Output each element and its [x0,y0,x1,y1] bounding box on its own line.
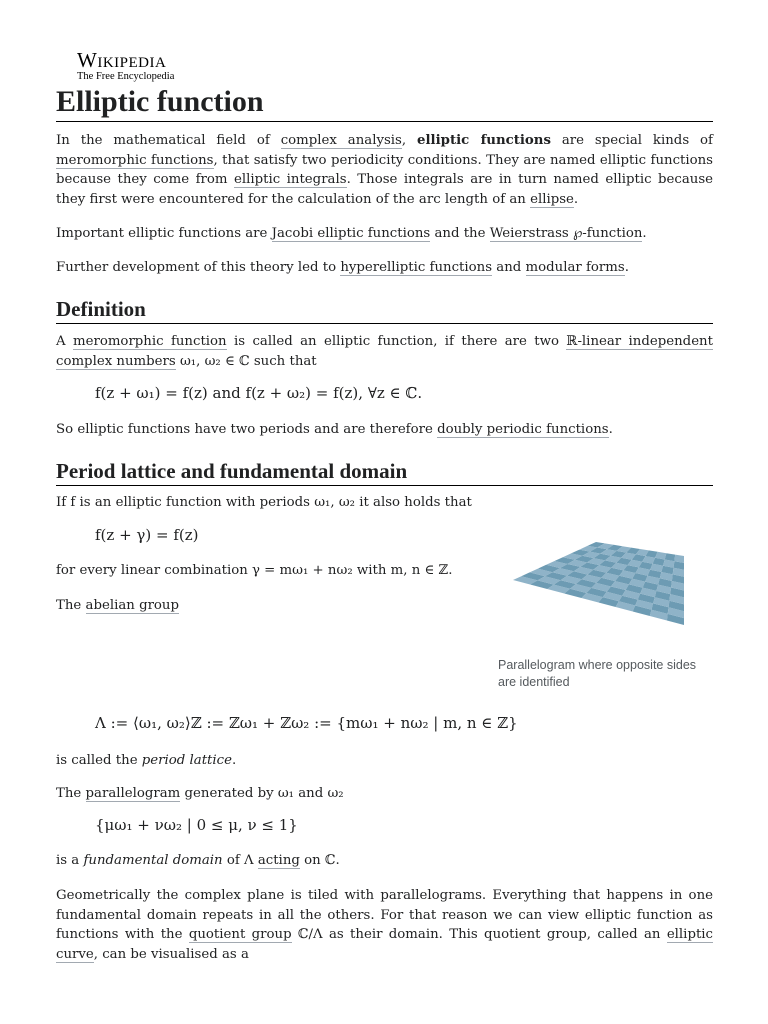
text: and [492,260,526,275]
text: on ℂ. [299,853,340,868]
text: . [642,226,647,241]
equation-gamma: f(z + γ) = f(z) [95,526,199,544]
lattice-paragraph-4 [56,751,713,771]
text: Important elliptic functions are [56,226,272,241]
link-linear-independent[interactable]: ℝ-linear independent [566,334,713,349]
link-quotient-group[interactable]: quotient group [188,927,292,943]
text: ℂ/Λ as their domain. This quotient group, called an [291,927,667,943]
link-jacobi-elliptic-functions[interactable]: Jacobi elliptic functions [271,226,431,241]
italic-term: fundamental domain [83,853,223,868]
italic-term: period lattice [141,753,232,768]
text: . Those integrals are in turn named elliptic because they first were encountered for the calculation of the arc length of an [56,172,714,207]
text: . [608,422,613,437]
text: , can be visualised as a [93,946,249,962]
tile-grid [513,542,684,625]
equation-lattice: Λ := ⟨ω₁, ω₂⟩ℤ := ℤω₁ + ℤω₂ := {mω₁ + nω₂ | m, n ∈ ℤ} [95,714,518,732]
text: generated by ω₁ and ω₂ [180,786,344,801]
text: . [231,753,237,768]
link-elliptic-integrals[interactable]: elliptic integrals [234,172,347,188]
logo-tagline: The Free Encyclopedia [77,71,175,82]
text: and the [430,226,490,241]
text: , that satisfy two periodicity conditions. They are named elliptic functions because they come from [56,152,714,188]
section-heading-definition: Definition [56,296,713,324]
equation-periodicity: f(z + ω₁) = f(z) and f(z + ω₂) = f(z), ∀z ∈ ℂ. [95,384,423,402]
equation-fundamental-domain: {μω₁ + νω₂ | 0 ≤ μ, ν ≤ 1} [95,816,298,834]
link-parallelogram[interactable]: parallelogram [85,786,181,801]
text: Geometrically the complex plane is tiled with parallelograms. Everything that happens in one fundamental domain repeats in all the others. For that reason we can view elliptic function as functions with the [56,888,713,943]
link-modular-forms[interactable]: modular forms [525,260,625,275]
text: ω₁, ω₂ ∈ ℂ such that [175,353,317,369]
link-meromorphic-function[interactable]: meromorphic function [72,334,227,349]
intro-paragraph-1 [56,131,713,209]
link-complex-numbers[interactable]: complex numbers [56,353,176,369]
text: So elliptic functions have two periods and are therefore [56,422,438,437]
section-heading-period-lattice: Period lattice and fundamental domain [56,458,713,486]
definition-paragraph-1 [56,332,713,371]
link-hyperelliptic-functions[interactable]: hyperelliptic functions [340,260,493,275]
link-elliptic-curve[interactable]: elliptic curve [56,927,713,962]
text: is a [56,853,84,868]
page-title: Elliptic function [56,84,713,122]
intro-paragraph-2 [56,224,713,244]
text: , [401,133,418,148]
lattice-paragraph-2: for every linear combination γ = mω₁ + nω₂ with m, n ∈ ℤ. [56,563,453,578]
intro-paragraph-3 [56,258,713,278]
lattice-paragraph-3 [56,596,476,616]
lattice-paragraph-1: If f is an elliptic function with periods ω₁, ω₂ it also holds that [56,495,472,510]
link-ellipse[interactable]: ellipse [530,191,574,207]
link-meromorphic-functions[interactable]: meromorphic functions [56,152,214,168]
link-doubly-periodic-functions[interactable]: doubly periodic functions [437,422,609,437]
lattice-paragraph-5 [56,784,713,804]
link-abelian-group[interactable]: abelian group [85,598,180,613]
text: . [573,191,579,207]
text: is called an elliptic function, if there are two [226,334,567,349]
text: . [624,260,629,275]
text: In the mathematical field of [56,133,281,148]
definition-paragraph-2 [56,420,713,440]
text: is called the [56,753,142,768]
logo-wordmark: Wikipedia [77,48,167,72]
figure-caption: Parallelogram where opposite sides are identified [498,658,697,689]
link-complex-analysis[interactable]: complex analysis [280,133,402,148]
text: Further development of this theory led to [56,260,341,275]
lattice-paragraph-6 [56,851,713,871]
wikipedia-logo[interactable] [77,50,174,83]
text: The [56,598,86,613]
parallelogram-figure [508,538,688,630]
link-acting[interactable]: acting [257,853,300,868]
text: The [56,786,86,801]
link-weierstrass-function[interactable]: Weierstrass ℘-function [489,226,643,241]
bold-term: elliptic functions [417,133,551,148]
lattice-paragraph-7 [56,886,713,964]
text: are special kinds of [550,133,713,148]
text: of Λ [222,853,258,868]
text: A [56,334,73,349]
